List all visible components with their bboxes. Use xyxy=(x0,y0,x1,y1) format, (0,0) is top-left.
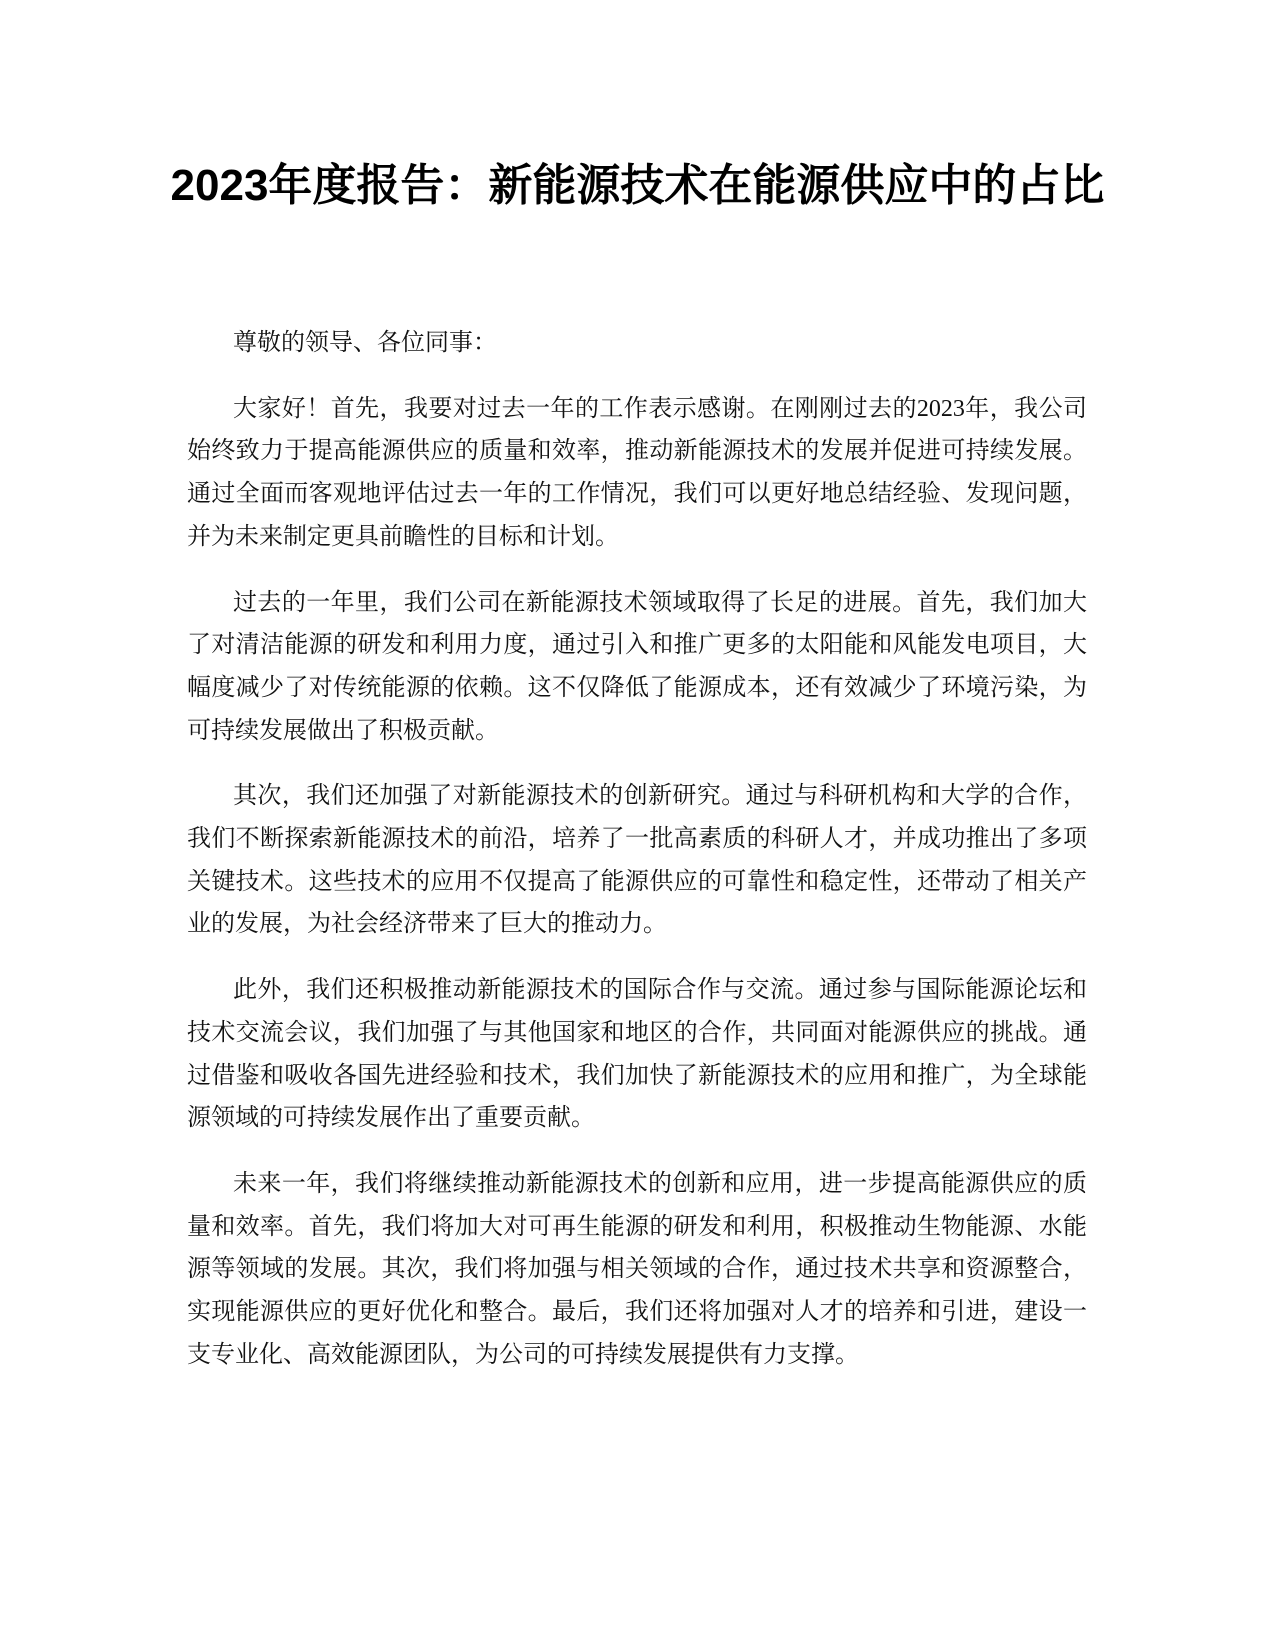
paragraph-progress: 过去的一年里，我们公司在新能源技术领域取得了长足的进展。首先，我们加大了对清洁能源的研发和利用力度，通过引入和推广更多的太阳能和风能发电项目，大幅度减少了对传统能源的依赖。这不仅降低了能源成本，还有效减少了环境污染，为可持续发展做出了积极贡献。 xyxy=(187,589,1087,744)
document-body xyxy=(187,322,1087,1399)
paragraph-innovation: 其次，我们还加强了对新能源技术的创新研究。通过与科研机构和大学的合作，我们不断探索新能源技术的前沿，培养了一批高素质的科研人才，并成功推出了多项关键技术。这些技术的应用不仅提高了能源供应的可靠性和稳定性，还带动了相关产业的发展，为社会经济带来了巨大的推动力。 xyxy=(187,783,1087,938)
paragraph-future: 未来一年，我们将继续推动新能源技术的创新和应用，进一步提高能源供应的质量和效率。首先，我们将加大对可再生能源的研发和利用，积极推动生物能源、水能源等领域的发展。其次，我们将加强与相关领域的合作，通过技术共享和资源整合，实现能源供应的更好优化和整合。最后，我们还将加强对人才的培养和引进，建设一支专业化、高效能源团队，为公司的可持续发展提供有力支撑。 xyxy=(187,1170,1087,1368)
document-title: 2023年度报告：新能源技术在能源供应中的占比 xyxy=(170,161,1105,210)
salutation: 尊敬的领导、各位同事： xyxy=(233,330,497,356)
paragraph-intro: 大家好！首先，我要对过去一年的工作表示感谢。在刚刚过去的2023年，我公司始终致力于提高能源供应的质量和效率，推动新能源技术的发展并促进可持续发展。通过全面而客观地评估过去一年的工作情况，我们可以更好地总结经验、发现问题，并为未来制定更具前瞻性的目标和计划。 xyxy=(187,395,1087,550)
paragraph-international: 此外，我们还积极推动新能源技术的国际合作与交流。通过参与国际能源论坛和技术交流会议，我们加强了与其他国家和地区的合作，共同面对能源供应的挑战。通过借鉴和吸收各国先进经验和技术，我们加快了新能源技术的应用和推广，为全球能源领域的可持续发展作出了重要贡献。 xyxy=(187,977,1087,1132)
